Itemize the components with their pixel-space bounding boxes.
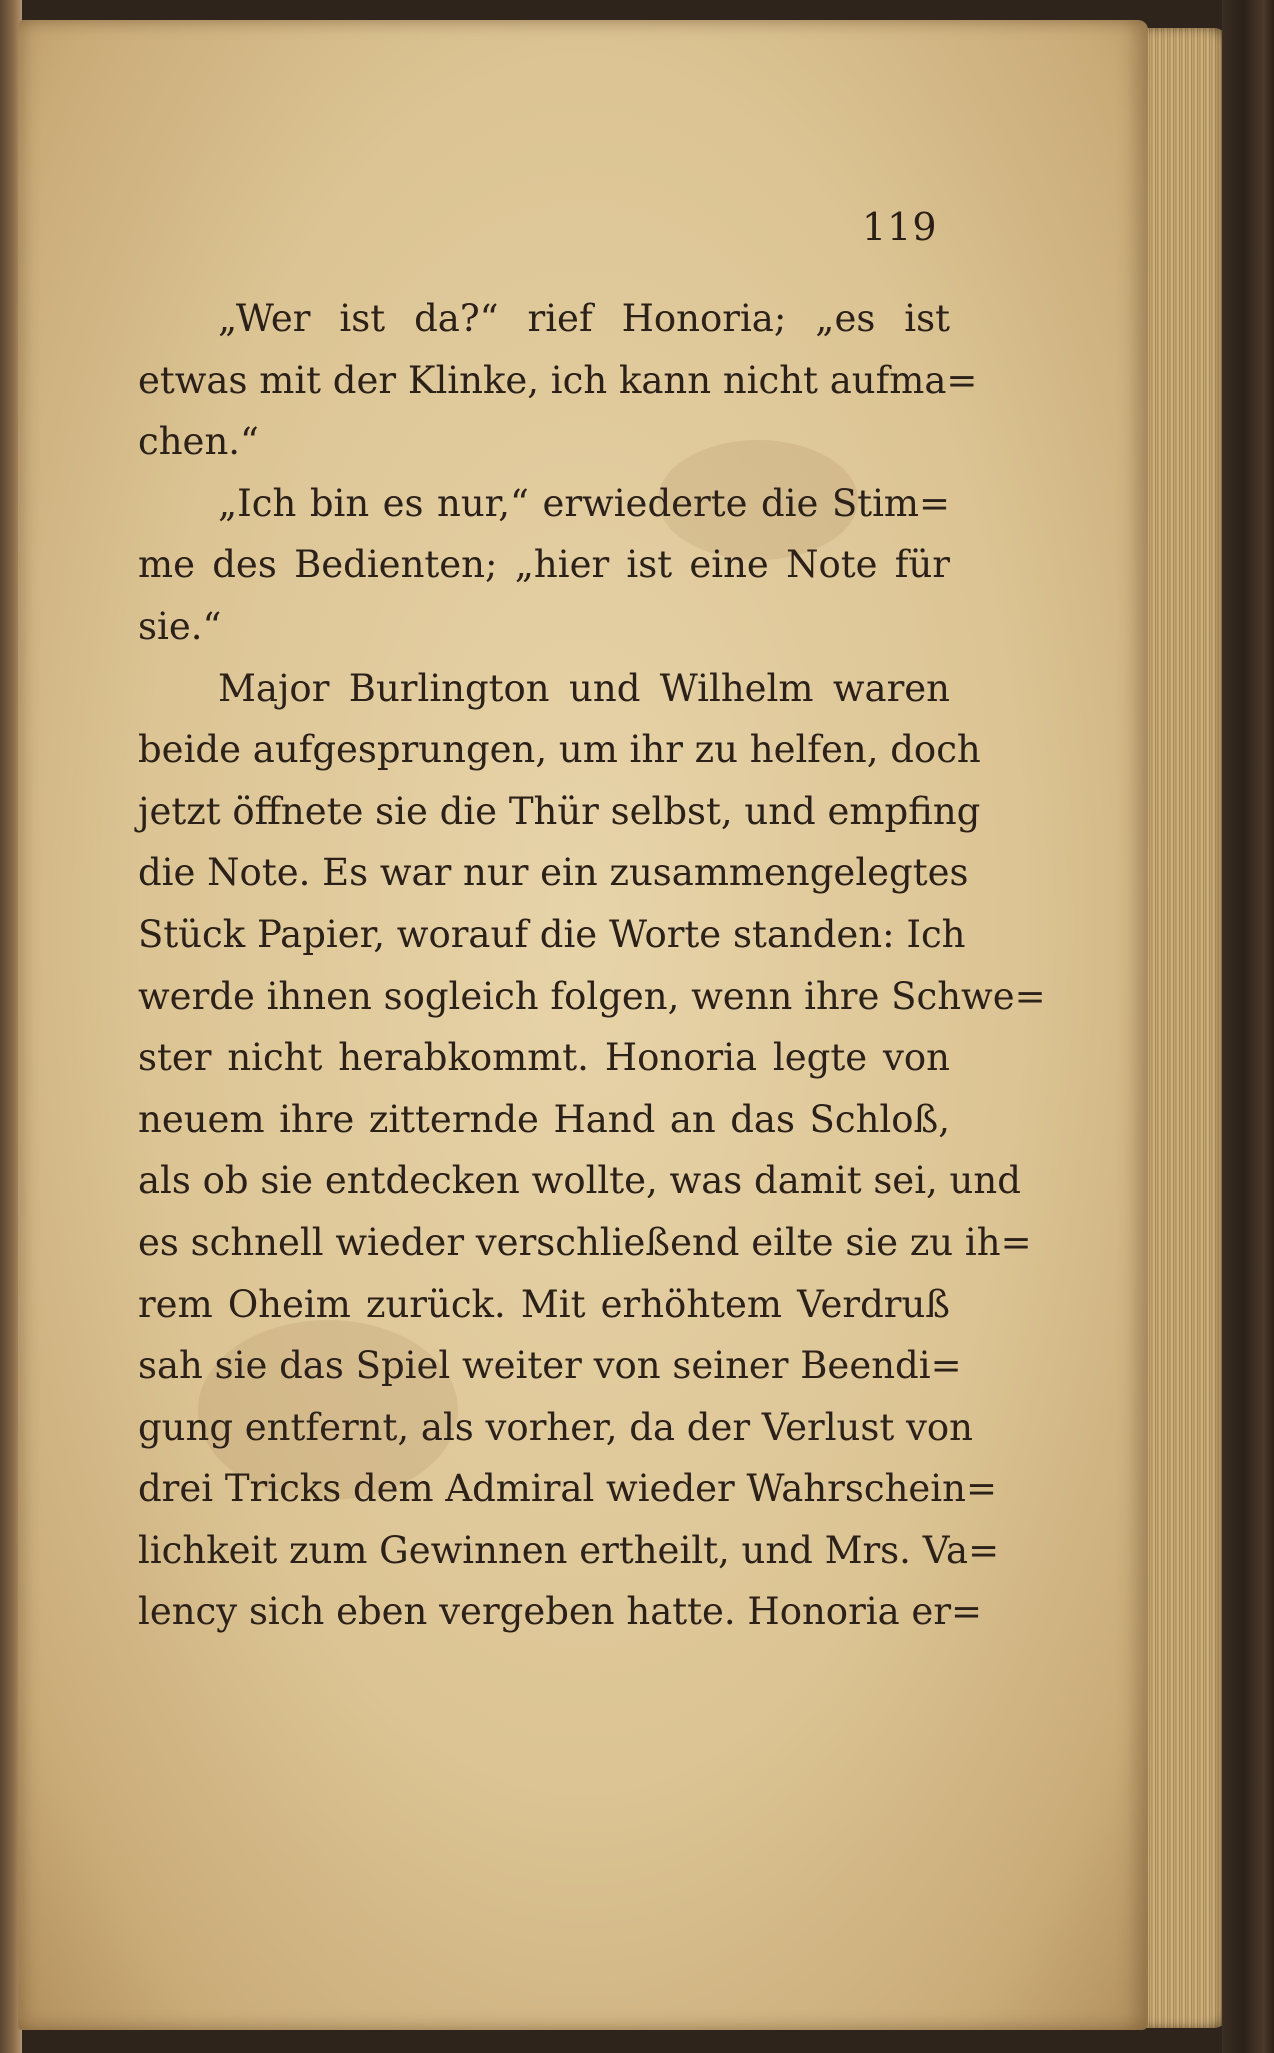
text-line: neuem ihre zitternde Hand an das Schloß, (138, 1097, 950, 1141)
text-line: rem Oheim zurück. Mit erhöhtem Verdruß (138, 1282, 950, 1326)
text-line: lency sich eben vergeben hatte. Honoria er= (138, 1590, 983, 1634)
page-number: 119 (862, 205, 938, 249)
text-line: etwas mit der Klinke, ich kann nicht aufma= (138, 358, 978, 402)
text-line: lichkeit zum Gewinnen ertheilt, und Mrs. Va= (138, 1528, 1000, 1572)
text-line: chen.“ (138, 420, 259, 464)
text-line: ster nicht herabkommt. Honoria legte von (138, 1036, 950, 1080)
text-line: Stück Papier, worauf die Worte standen: Ich (138, 912, 966, 956)
text-line: es schnell wieder verschließend eilte sie zu ih= (138, 1220, 1032, 1264)
text-line: als ob sie entdecken wollte, was damit sei, und (138, 1159, 1021, 1203)
page-edges (1138, 28, 1228, 2028)
text-line: „Wer ist da?“ rief Honoria; „es ist (218, 297, 950, 340)
text-line: me des Bedienten; „hier ist eine Note für (138, 543, 950, 587)
book-cover-right (1222, 0, 1274, 2053)
text-line: drei Tricks dem Admiral wieder Wahrschein= (138, 1467, 997, 1511)
text-line: beide aufgesprungen, um ihr zu helfen, doch (138, 728, 981, 772)
text-line: gung entfernt, als vorher, da der Verlust von (138, 1405, 973, 1449)
text-line: „Ich bin es nur,“ erwiederte die Stim= (218, 481, 950, 525)
body-text (138, 288, 1046, 1643)
text-line: jetzt öffnete sie die Thür selbst, und empfing (138, 789, 981, 833)
text-line: werde ihnen sogleich folgen, wenn ihre Schwe= (138, 974, 1046, 1018)
text-line: die Note. Es war nur ein zusammengelegtes (138, 851, 969, 895)
text-line: sie.“ (138, 604, 222, 648)
text-line: Major Burlington und Wilhelm waren (218, 666, 950, 710)
text-line: sah sie das Spiel weiter von seiner Beendi= (138, 1344, 962, 1388)
